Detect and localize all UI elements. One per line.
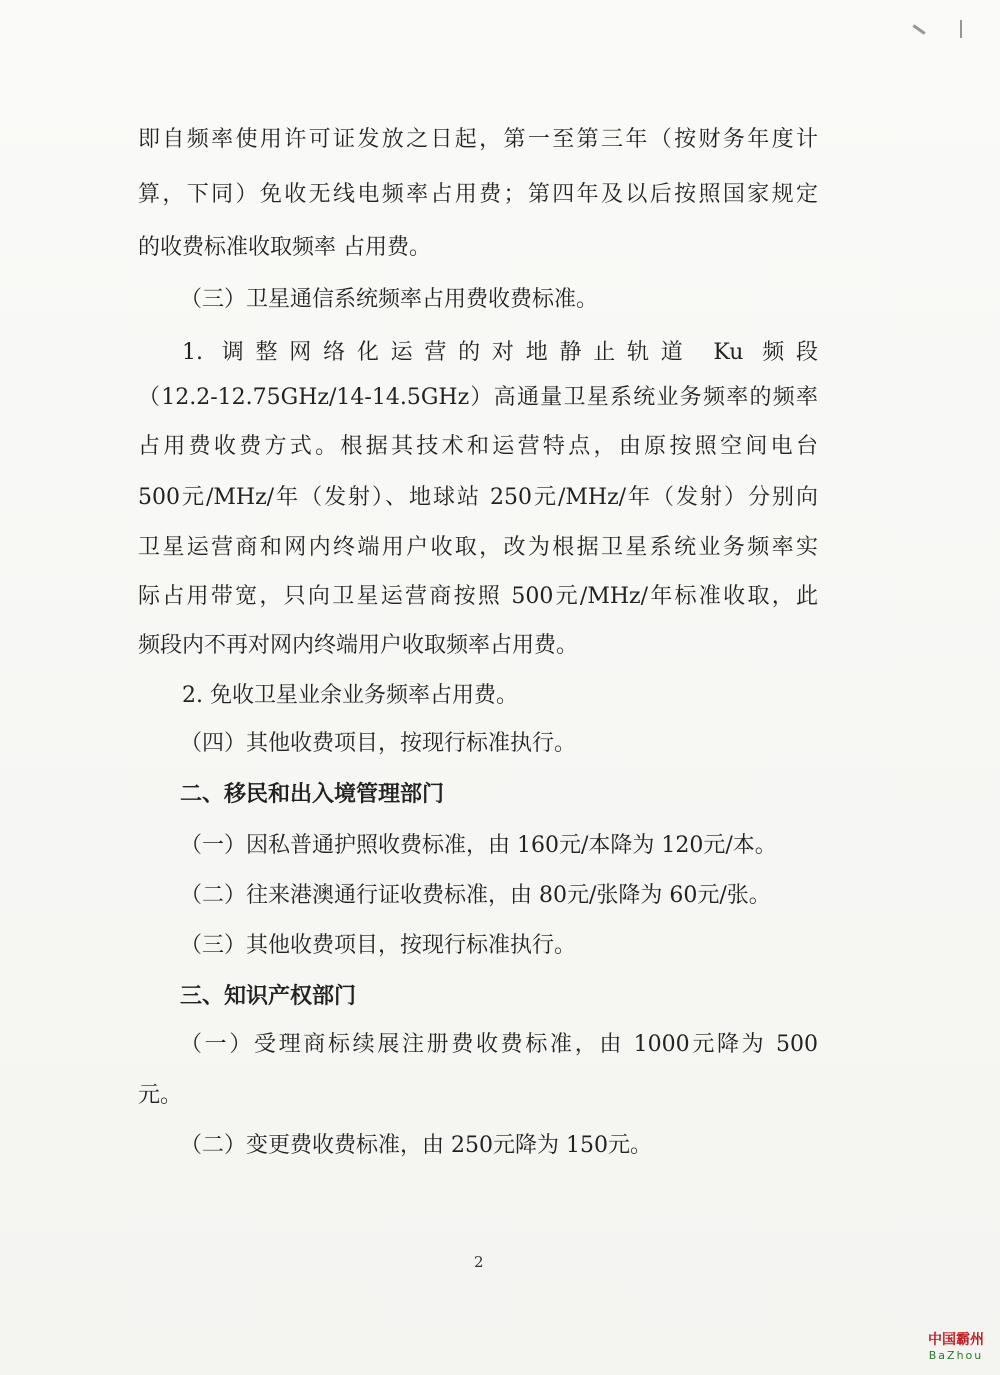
site-watermark-logo xyxy=(922,1331,990,1363)
paragraph-line: 500元/MHz/年（发射）、地球站 250元/MHz/年（发射）分别向 xyxy=(138,485,818,510)
paragraph-line: 元。 xyxy=(138,1083,183,1108)
section-heading: 二、移民和出入境管理部门 xyxy=(180,782,445,807)
paragraph-line: （一）受理商标续展注册费收费标准，由 1000元降为 500 xyxy=(180,1032,818,1057)
paragraph-line: 占用费收费方式。根据其技术和运营特点，由原按照空间电台 xyxy=(138,434,818,459)
paragraph-line: （三）其他收费项目，按现行标准执行。 xyxy=(180,933,577,958)
scan-mark xyxy=(912,24,925,34)
paragraph-line: （12.2-12.75GHz/14-14.5GHz）高通量卫星系统业务频率的频率 xyxy=(138,385,818,410)
paragraph-line: 的收费标准收取频率 占用费。 xyxy=(138,235,431,260)
paragraph-line: （二）变更费收费标准，由 250元降为 150元。 xyxy=(180,1133,652,1158)
watermark-english: BaZhou xyxy=(928,1349,984,1362)
paragraph-line: 频段内不再对网内终端用户收取频率占用费。 xyxy=(138,633,579,658)
page-number: 2 xyxy=(474,1253,484,1271)
paragraph-line: （二）往来港澳通行证收费标准，由 80元/张降为 60元/张。 xyxy=(180,883,771,908)
section-subheading: （三）卫星通信系统频率占用费收费标准。 xyxy=(180,287,599,312)
section-heading: 三、知识产权部门 xyxy=(180,984,357,1009)
paragraph-line: （一）因私普通护照收费标准，由 160元/本降为 120元/本。 xyxy=(180,833,777,858)
paragraph-line: 1. 调整网络化运营的对地静止轨道 Ku 频段 xyxy=(182,340,818,365)
paragraph-line: 算，下同）免收无线电频率占用费；第四年及以后按照国家规定 xyxy=(138,182,818,207)
watermark-chinese: 中国霸州 xyxy=(928,1332,984,1348)
section-subheading: （四）其他收费项目，按现行标准执行。 xyxy=(180,731,577,756)
scan-mark xyxy=(960,20,962,38)
paragraph-line: 即自频率使用许可证发放之日起，第一至第三年（按财务年度计 xyxy=(138,127,818,152)
paragraph-line: 2. 免收卫星业余业务频率占用费。 xyxy=(182,683,518,708)
paragraph-line: 卫星运营商和网内终端用户收取，改为根据卫星系统业务频率实 xyxy=(138,535,818,560)
paragraph-line: 际占用带宽，只向卫星运营商按照 500元/MHz/年标准收取，此 xyxy=(138,584,818,609)
